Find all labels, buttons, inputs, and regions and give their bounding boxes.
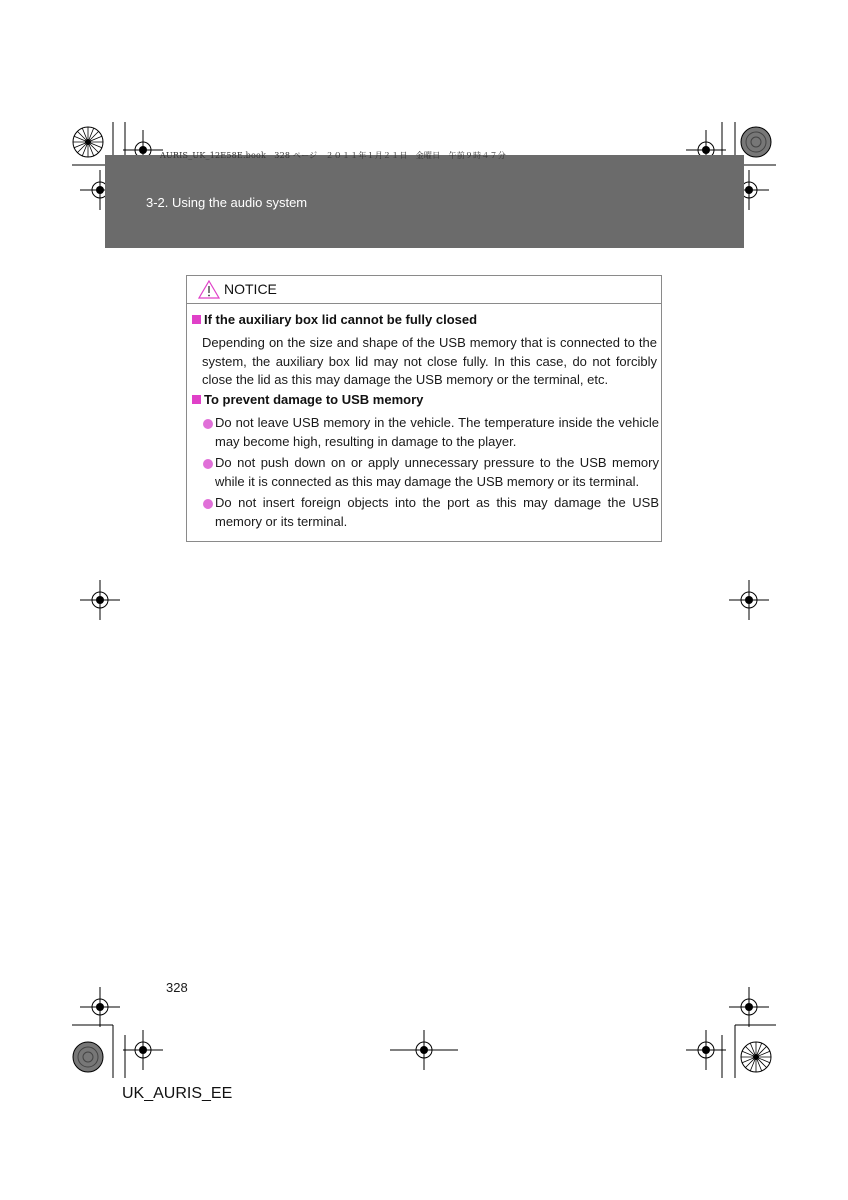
bullet-item: Do not push down on or apply unnecessary pressure to the USB memory while it is connected as this may damage the USB memory or its terminal. xyxy=(203,454,659,491)
circle-bullet-icon xyxy=(203,499,213,509)
square-bullet-icon xyxy=(192,395,201,404)
warning-triangle-icon xyxy=(198,280,220,299)
paragraph-lid: Depending on the size and shape of the USB memory that is connected to the system, the auxiliary box lid may not close fully. In this case, do not forcibly close the lid as this may damage the USB memory or the terminal, etc. xyxy=(202,335,657,387)
bullet-item: Do not insert foreign objects into the port as this may damage the USB memory or its terminal. xyxy=(203,494,659,531)
circle-bullet-icon xyxy=(203,419,213,429)
notice-box xyxy=(186,275,662,542)
footer-code: UK_AURIS_EE xyxy=(122,1085,233,1102)
sub-heading-damage: To prevent damage to USB memory xyxy=(192,392,423,407)
circle-bullet-icon xyxy=(203,459,213,469)
notice-label: NOTICE xyxy=(224,281,277,297)
sub-heading-lid: If the auxiliary box lid cannot be fully closed xyxy=(192,312,477,327)
section-title: 3-2. Using the audio system xyxy=(146,195,308,210)
square-bullet-icon xyxy=(192,315,201,324)
notice-header xyxy=(187,276,661,304)
page-number: 328 xyxy=(166,980,188,995)
bullet-item: Do not leave USB memory in the vehicle. The temperature inside the vehicle may become high, resulting in damage to the player. xyxy=(203,414,659,451)
print-slug-line: AURIS_UK_12E58E.book 328 ページ ２０１１年１月２１日 金曜日 午前９時４７分 xyxy=(160,151,506,160)
